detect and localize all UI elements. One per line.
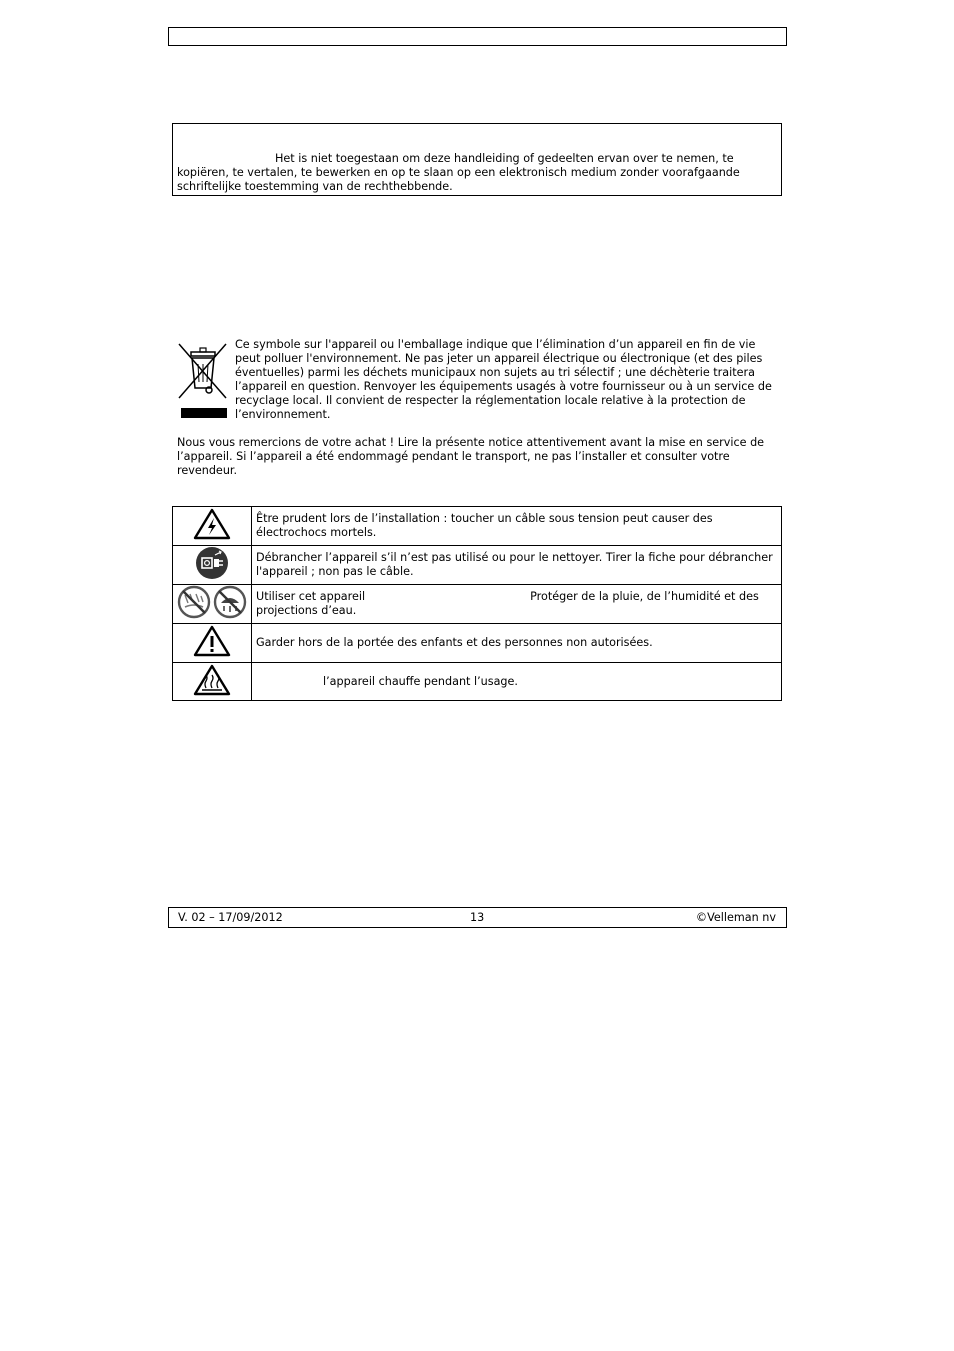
footer-brand: ©Velleman nv [695, 911, 776, 924]
footer-page-number: 13 [470, 911, 485, 924]
safety-row [173, 624, 782, 663]
general-warning-icon [173, 624, 252, 663]
no-rain-no-humidity-icon [173, 585, 252, 624]
safety-row [173, 663, 782, 701]
safety-table [172, 506, 782, 701]
hot-surface-icon [173, 663, 252, 701]
safety-text: Garder hors de la portée des enfants et des personnes non autorisées. [252, 624, 782, 663]
safety-text: Débrancher l’appareil s’il n’est pas utilisé ou pour le nettoyer. Tirer la fiche pour débrancher l'appareil ; non pas le câble. [252, 546, 782, 585]
safety-row [173, 546, 782, 585]
copyright-text: Het is niet toegestaan om deze handleiding of gedeelten ervan over te nemen, te kopiëren, te vertalen, te bewerken en op te slaan op een elektronisch medium zonder voorafgaande schriftelijke toestemming van de rechthebbende. [177, 152, 740, 193]
footer-bar [168, 907, 787, 928]
intro-text: Nous vous remercions de votre achat ! Lire la présente notice attentivement avant la mise en service de l’appareil. Si l’appareil a été endommagé pendant le transport, ne pas l’installer et consulter votre revendeur. [177, 436, 765, 477]
crossed-out-wheelie-bin-icon [176, 340, 230, 422]
weee-text: Ce symbole sur l'appareil ou l'emballage indique que l’élimination d’un appareil en fin de vie peut polluer l'environnement. Ne pas jeter un appareil électrique ou électronique (et des piles éventuelles) parmi les déchets municipaux non sujets au tri sélectif ; une déchèterie traitera l’appareil en question. Renvoyer les équipements usagés à votre fournisseur ou à un service de recyclage local. Il convient de respecter la réglementation locale relative à la protection de l’environnement. [235, 338, 772, 421]
safety-text: Utiliser cet appareil Protéger de la pluie, de l’humidité et des projections d’eau. [252, 585, 782, 624]
header-bar [168, 27, 787, 46]
safety-row [173, 585, 782, 624]
safety-text: l’appareil chauffe pendant l’usage. [252, 663, 782, 701]
unplug-icon [173, 546, 252, 585]
safety-text: Être prudent lors de l’installation : toucher un câble sous tension peut causer des électrochocs mortels. [252, 507, 782, 546]
electric-shock-warning-icon [173, 507, 252, 546]
footer-version: V. 02 – 17/09/2012 [178, 911, 283, 924]
safety-row [173, 507, 782, 546]
